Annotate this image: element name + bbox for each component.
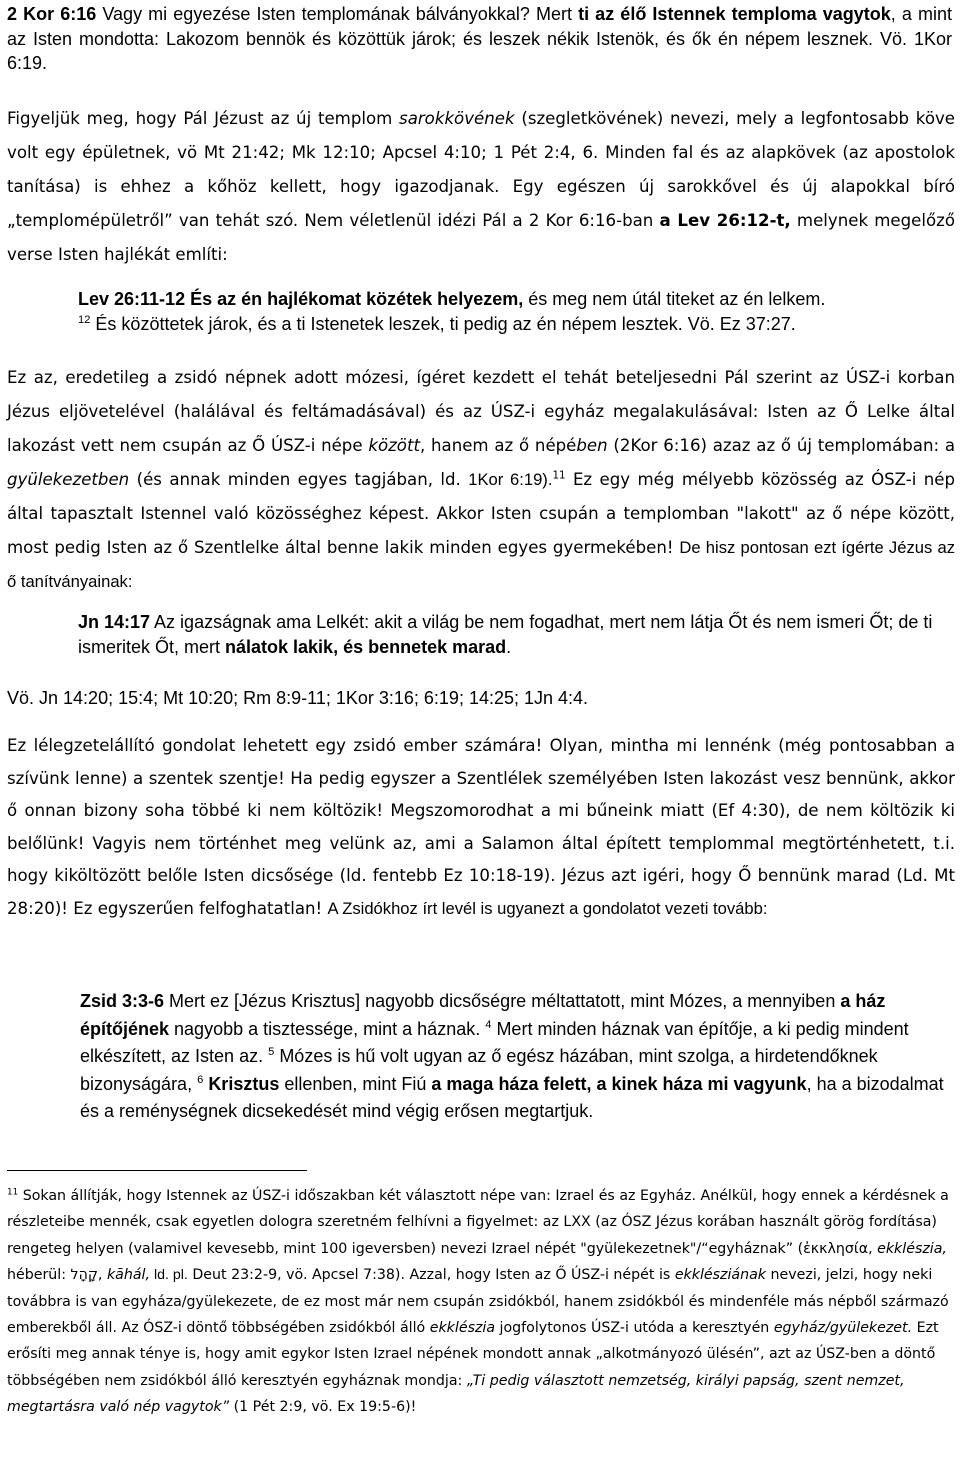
text-run: És közöttetek járok, és a ti Istenetek leszek, ti pedig az én népem lesztek. Vö. Ez 37:27. (90, 314, 796, 334)
greek-word: ἐκκλησία (803, 1240, 869, 1257)
text-run: Mert ez [Jézus Krisztus] nagyobb dicsőségre méltattatott, mint Mózes, a mennyiben (164, 991, 841, 1011)
paragraph-3 (7, 730, 955, 925)
italic-run: kāhál, (106, 1267, 151, 1284)
italic-run: között (368, 436, 420, 455)
text-run: Mert minden háznak van építője, a ki pedig mindent elkészített, az Isten az. (80, 1018, 909, 1066)
footnote-11 (7, 1183, 952, 1421)
text-run: , (97, 1267, 107, 1284)
quote-jn (78, 610, 958, 660)
text-run: Figyeljük meg, hogy Pál Jézust az új templom (7, 109, 400, 128)
text-run: , a mint az Isten mondotta: Lakozom bennök és közöttük járok; és leszek nékik Istenök, és ők én népem lesznek. Vö. 1Kor 6:19. (7, 4, 952, 73)
text-run: Deut 23:2-9, vö. Apcsel 7:38). Azzal, hogy Isten az Ő ÚSZ-i népét is (187, 1267, 675, 1284)
text-run: (1 Pét 2:9, vö. Ex 19:5-6)! (229, 1399, 417, 1416)
bold-run: a Lev 26:12-t, (659, 211, 791, 230)
italic-run: sarokkövének (399, 109, 515, 128)
text-run: A Zsidókhoz írt levél is ugyanezt a gondolatot vezeti tovább: (327, 898, 768, 918)
text-run: és meg nem útál titeket az én lelkem. (523, 289, 826, 309)
cross-references: Vö. Jn 14:20; 15:4; Mt 10:20; Rm 8:9-11; 1Kor 3:16; 6:19; 14:25; 1Jn 4:4. (7, 688, 589, 708)
intro-verse (7, 2, 952, 76)
bold-run: Krisztus (208, 1073, 280, 1094)
bold-run: Lev 26:11-12 És az én hajlékomat közétek helyezem, (78, 289, 524, 309)
verse-number: 5 (268, 1046, 275, 1058)
bold-run: a maga háza felett, a kinek háza mi vagyunk (431, 1073, 807, 1094)
text-run: ellenben, mint Fiú (279, 1073, 432, 1094)
text-run: (és annak minden egyes tagjában, ld. (129, 470, 469, 489)
text-run: nevezi, jelzi, hogy neki továbbra is van egyháza/gyülekezete, de ez most már nem csupán zsidókból, hanem zsidókból és mindenféle más népből származó emberekből áll. Az ÓSZ-i döntő többségében zsidókból álló (7, 1267, 949, 1337)
text-run: melynek megelőző verse Isten hajlékát említi: (7, 211, 955, 264)
verse-number: 12 (78, 314, 91, 326)
text-run: Ez egy még mélyebb közösség az ÓSZ-i nép által tapasztalt Istennel való közösséghez képest. Akkor Isten csupán a templomban "lakott" az ő népe között, most pedig Isten az ő Szentlelke által benne lakik minden egyes gyermekében! (7, 470, 955, 557)
text-run: 1Kor 6:19). (468, 470, 553, 489)
text-run: héberül: (7, 1267, 71, 1284)
text-run: (2Kor 6:16) azaz az ő új templomában: a (607, 436, 955, 455)
italic-run: „Ti pedig választott nemzetség, királyi papság, szent nemzet, megtartásra való nép vagytok” (7, 1372, 905, 1416)
paragraph-2 (7, 361, 955, 599)
quote-lev (78, 287, 958, 337)
italic-run: egyház/gyülekezet. (773, 1320, 913, 1337)
text-run: jogfolytonos ÚSZ-i utóda a keresztyén (495, 1320, 774, 1337)
hebrew-word: קָהָל (70, 1267, 98, 1284)
text-run: Ez az, eredetileg a zsidó népnek adott mózesi, ígéret kezdett el tehát beteljesedni Pál szerint az ÚSZ-i korban Jézus eljövetelével (halálával és feltámadásával) és az ÚSZ-i egyház megalakulásával: Isten az Ő Lelke által lakozást vett nem csupán az Ő ÚSZ-i népe (7, 368, 955, 455)
text-run: Ezt erősíti meg annak ténye is, hogy amit egykor Isten Izrael népének mondott annak „alkotmányozó ülésén”, azt az ÚSZ-ben a döntő többségében nem zsidókból álló keresztyén egyháznak mondja: (7, 1320, 939, 1389)
italic-run: gyülekezetben (7, 470, 130, 489)
verse-ref: Jn 14:17 (78, 612, 151, 632)
text-run: . (506, 637, 512, 657)
footnote-ref[interactable]: 11 (552, 469, 566, 482)
text-run: , hanem az ő népé (419, 436, 577, 455)
text-run: , (868, 1240, 878, 1257)
text-run: , ha a bizodalmat és a reménységnek dicsekedését mind végig erősen megtartjuk. (80, 1073, 944, 1121)
italic-run: ekklészia, (877, 1240, 947, 1257)
footnote-number: 11 (7, 1187, 19, 1198)
text-run: nagyobb a tisztessége, mint a háznak. (169, 1018, 486, 1039)
italic-run: ekklészia (429, 1320, 496, 1337)
text-run: Ez lélegzetelállító gondolat lehetett egy zsidó ember számára! Olyan, mintha mi lennénk (még pontosabban a szívünk lenne) a szentek szentje! Ha pedig egyszer a Szentlélek személyében Isten lakozást vesz bennünk, akkor ő onnan bizony soha többé ki nem költözik! Megszomorodhat a mi bűneink miatt (Ef 4:30), de nem költözik ki belőlünk! Vagyis nem történhet meg velünk az, ami a Salamon által épített templommal megtörténhetett, t.i. hogy kiköltözött belőle Isten dicsősége (ld. fentebb Ez 10:18-19). Jézus azt igéri, hogy Ő bennünk marad (Ld. Mt 28:20)! Ez egyszerűen felfoghatatlan! (7, 736, 955, 918)
bold-run: nálatok lakik, és bennetek marad (225, 637, 507, 657)
verse-number: 6 (197, 1073, 204, 1086)
text-run: Mózes is hű volt ugyan az ő egész házában, mint szolga, a hirdetendőknek bizonyságára, (80, 1046, 878, 1094)
text-run: ld. pl. (150, 1267, 188, 1284)
bold-run: a ház építőjének (80, 991, 886, 1039)
paragraph-1 (7, 102, 955, 272)
quote-zsid (80, 988, 950, 1126)
verse-ref: Zsid 3:3-6 (80, 991, 165, 1011)
text-run: Az igazságnak ama Lelkét: akit a világ be nem fogadhat, mert nem látja Őt és nem ismeri Őt; de ti ismeritek Őt, mert (78, 612, 933, 657)
italic-run: ekklésziának (674, 1267, 767, 1284)
text-run: (szegletkövének) nevezi, mely a legfontosabb köve volt egy épületnek, vö Mt 21:42; Mk 12:10; Apcsel 4:10; 1 Pét 2:4, 6. Minden fal és az alapkövek (az apostolok tanítása) is ehhez a kőhöz kellett, hogy igazodjanak. Egy egészen új sarokkővel és új alapokkal bíró „templomépületről” van tehát szó. Nem véletlenül idézi Pál a 2 Kor 6:16-ban (7, 109, 955, 230)
text-run: De hisz pontosan ezt ígérte Jézus az ő tanítványainak: (7, 538, 955, 591)
footnote-separator (7, 1170, 307, 1171)
italic-run: ben (576, 436, 608, 455)
bold-run: ti az élő Istennek temploma vagytok (578, 4, 891, 24)
text-run: Sokan állítják, hogy Istennek az ÚSZ-i időszakban két választott népe van: Izrael és az Egyház. Anélkül, hogy ennek a kérdésnek a részleteibe mennék, csak egyetlen dologra szeretném felhívni a figyelmet: az LXX (az ÓSZ Jézus korában használt görög fordítása) rengeteg helyen (valamivel kevesebb, mint 100 igeversben) nevezi Izrael népét "gyülekezetnek"/“egyháznak” ( (7, 1188, 949, 1257)
text-run: Vagy mi egyezése Isten templomának bálványokkal? Mert (96, 4, 579, 24)
verse-ref: 2 Kor 6:16 (7, 4, 97, 24)
verse-number: 4 (485, 1018, 492, 1031)
